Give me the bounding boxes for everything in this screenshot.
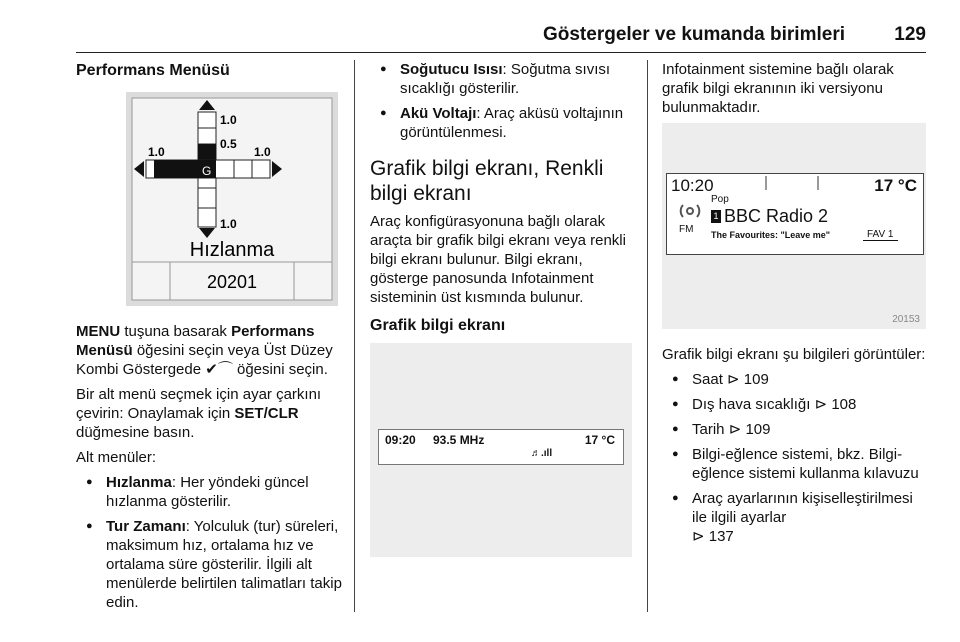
radio-icon [677,198,703,222]
list-item: ● Dış hava sıcaklığı ⊳ 108 [662,395,928,414]
audio-signal-icon: ♬.ıll [531,448,553,459]
figure-code: 20201 [206,272,258,292]
label-mid: 0.5 [220,137,237,151]
acceleration-figure [126,92,338,306]
display-info-list [662,370,928,546]
figure-title: Hızlanma [189,239,275,261]
paragraph-submenu: Bir alt menü seçmek için ayar çarkını çevirin: Onaylamak için SET/CLR düğmesine basın. [76,386,322,441]
label-up: 1.0 [220,113,237,127]
list-item: ● Araç ayarlarının kişiselleştirilmesi ile ilgili ayarlar ⊳ 137 [662,489,928,546]
screen-time: 10:20 [671,176,714,195]
submenu-list [76,473,342,612]
lcd-frequency: 93.5 MHz [433,433,485,447]
graphic-lcd [378,429,624,465]
page-header [0,0,960,56]
section-title: Grafik bilgi ekranı, Renkli bilgi ekranı [370,157,604,205]
paragraph-info-display: Araç konfigürasyonuna bağlı olarak araçta bir grafik bilgi ekranı veya renkli bilgi ekranı bulunur. Bilgi ekranı, gösterge panosunda Infotainment sisteminin üst kısmında bulunur. [370,213,626,306]
page-ref-icon: ⊳ [692,528,705,545]
band-label: FM [679,224,694,235]
g-force-diagram [126,92,338,306]
song-title: The Favourites: "Leave me" [711,230,831,240]
submenu-list-cont [370,60,634,142]
list-item: ● Hızlanma: Her yöndeki güncel hızlanma gösterilir. [76,473,342,511]
page-ref-icon: ⊳ [728,421,742,438]
column-3 [662,60,928,552]
graphic-display-figure [370,343,632,557]
column-1 [76,60,342,618]
lcd-temperature: 17 °C [584,433,615,447]
screen-separator [817,176,819,190]
list-item: ● Akü Voltajı: Araç aküsü voltajının görüntülenmesi. [370,104,634,142]
colour-display-figure [662,123,926,329]
favourites-tab: FAV 1 [863,229,898,241]
paragraph-versions: Infotainment sistemine bağlı olarak grafik bilgi ekranının iki versiyonu bulunmaktadır. [662,61,894,116]
section-heading: Performans Menüsü [76,62,230,79]
header-title: Göstergeler ve kumanda birimleri [542,24,845,45]
paragraph-submenus-label: Alt menüler: [76,449,157,466]
preset-badge: 1 [711,210,721,223]
list-item: ● Bilgi-eğlence sistemi, bkz. Bilgi-eğlence sistemi kullanma kılavuzu [662,445,928,483]
label-down: 1.0 [220,217,237,231]
subsection-heading: Grafik bilgi ekranı [370,317,506,334]
label-left: 1.0 [148,145,165,159]
list-item: ● Saat ⊳ 109 [662,370,928,389]
screen-temperature: 17 °C [874,176,917,195]
station-name: BBC Radio 2 [724,206,829,226]
lcd-time: 09:20 [385,433,416,447]
list-item: ● Soğutucu Isısı: Soğutma sıvısı sıcaklığı gösterilir. [370,60,634,98]
column-divider-1 [354,60,355,612]
page-number: 129 [894,24,926,45]
list-item: ● Tarih ⊳ 109 [662,420,928,439]
column-2 [370,60,634,557]
header-rule [76,52,926,53]
paragraph-menu: MENU tuşuna basarak Performans Menüsü öğesini seçin veya Üst Düzey Kombi Göstergede ✔⌒ öğesini seçin. [76,323,333,378]
page-ref-icon: ⊳ [727,371,740,388]
figure-code: 20153 [892,314,920,325]
list-item: ● Tur Zamanı: Yolculuk (tur) süreleri, maksimum hız, ortalama hız ve ortalama süre gösterilir. İlgili alt menülerde belirtilen talimatları takip edin. [76,517,342,612]
page-ref-icon: ⊳ [814,396,828,413]
label-right: 1.0 [254,145,271,159]
paragraph-shows: Grafik bilgi ekranı şu bilgileri görüntüler: [662,346,926,363]
cluster-menu-icon: ✔⌒ [205,361,233,378]
colour-screen [666,173,924,255]
column-divider-2 [647,60,648,612]
screen-separator [765,176,767,190]
g-center-label: G [202,164,212,178]
genre-label: Pop [711,194,729,205]
